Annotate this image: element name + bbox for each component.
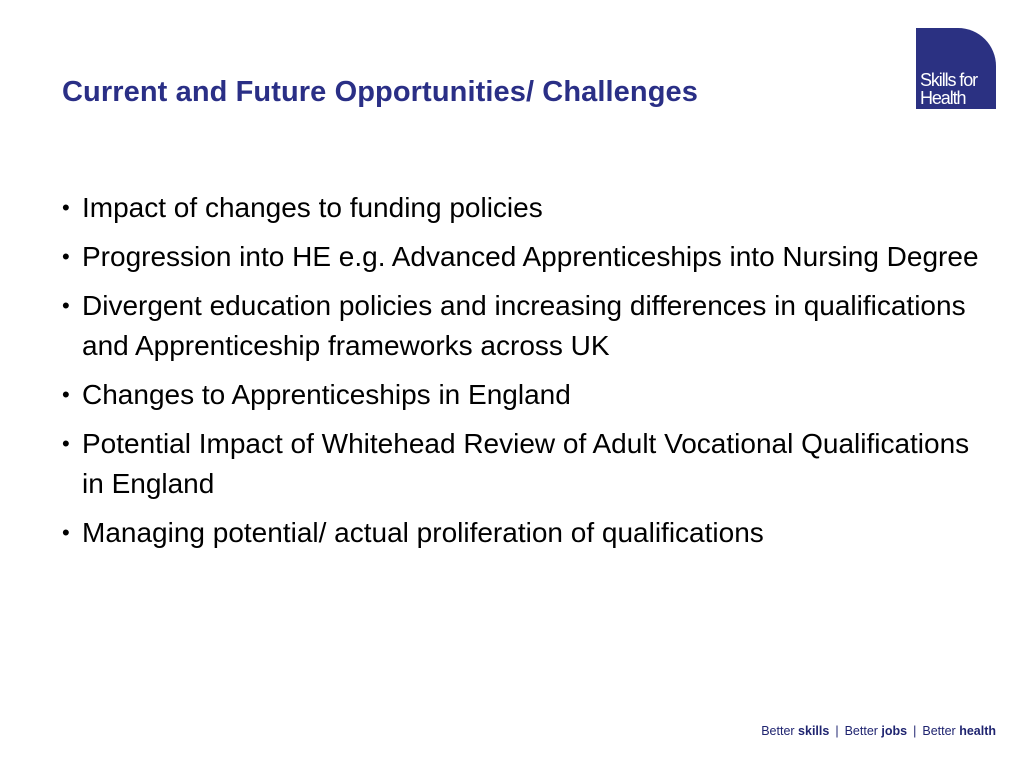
bullet-item [62,375,982,415]
footer-better-3: Better [922,724,960,738]
footer-better-1: Better [761,724,799,738]
bullet-text: Potential Impact of Whitehead Review of Adult Vocational Qualifications in England [82,428,970,499]
bullet-marker: • [62,293,70,318]
bullet-item [62,188,982,228]
bullet-text: Impact of changes to funding policies [82,192,543,223]
footer-word-health: health [959,724,996,738]
footer-separator-2: | [913,724,917,738]
skills-for-health-logo [916,28,996,109]
bullet-marker: • [62,244,70,269]
bullet-text: Progression into HE e.g. Advanced Apprenticeships into Nursing Degree [82,241,979,272]
bullet-text: Changes to Apprenticeships in England [82,379,571,410]
footer-separator-1: | [835,724,839,738]
bullet-item [62,286,982,366]
bullet-item [62,237,982,277]
bullet-marker: • [62,382,70,407]
footer-better-2: Better [844,724,882,738]
bullet-list [62,188,982,562]
footer-word-skills: skills [798,724,830,738]
bullet-marker: • [62,431,70,456]
bullet-text: Managing potential/ actual proliferation of qualifications [82,517,764,548]
bullet-text: Divergent education policies and increasing differences in qualifications and Apprenticeship frameworks across UK [82,290,966,361]
slide-title: Current and Future Opportunities/ Challenges [62,76,698,108]
bullet-item [62,424,982,504]
bullet-marker: • [62,195,70,220]
logo-text-line-2: Health [920,88,966,108]
footer-word-jobs: jobs [881,724,908,738]
logo-text-line-1: Skills for [920,70,978,90]
bullet-marker: • [62,520,70,545]
footer-tagline [761,724,996,738]
bullet-item [62,513,982,553]
